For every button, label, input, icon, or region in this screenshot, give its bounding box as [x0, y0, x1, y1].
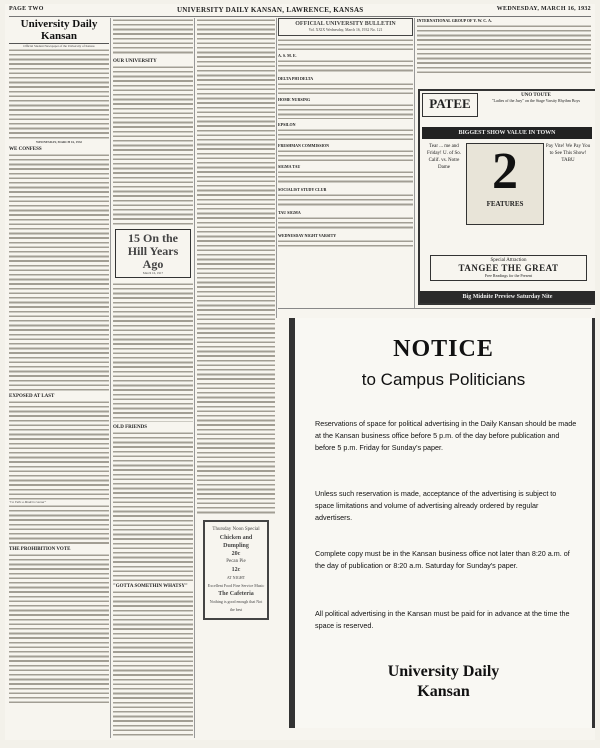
bulletin-item-6-body	[278, 170, 413, 184]
official-bulletin	[278, 18, 413, 278]
folio-page-number: PAGE TWO	[9, 6, 44, 12]
notice-paragraph-1: Reservations of space for political advertising in the Daily Kansan should be made at the Kansan business office before 5 p.m. of the day before publication and before 5 p.m. Friday for Sunday's paper.	[315, 419, 577, 452]
cafeteria-ad-price-1: 20c	[231, 551, 241, 557]
notice-signature-line-2: Kansan	[417, 683, 470, 700]
years-ago-body	[113, 282, 193, 422]
editorial-heading-2: EXPOSED AT LAST	[9, 394, 55, 399]
editorial-heading-1: WE CONFESS	[9, 147, 42, 152]
editorial-body-2	[9, 400, 109, 500]
bulletin-item-5: FRESHMAN COMMISSION	[278, 143, 330, 148]
notice-paragraph-3: Complete copy must be in the Kansan business office not later than 8:20 a.m. of the day of publication or 8:20 a.m. Saturday for Sunday's paper.	[315, 549, 570, 570]
years-ago-date: March 16, 1917	[142, 271, 164, 275]
bulletin-header	[278, 18, 413, 36]
notice-signature	[295, 662, 592, 702]
editorial-body-3	[9, 504, 109, 544]
bulletin-item-2: DELTA PHI DELTA	[278, 76, 314, 81]
patee-uno-title: UNO TOUTE	[521, 93, 551, 98]
section-rule	[278, 308, 591, 309]
notice-signature-line-1: University Daily	[387, 663, 500, 680]
bulletin-item-3: HOME NURSING	[278, 97, 311, 102]
patee-midnite-preview: Big Midnite Preview Saturday Nite	[420, 291, 595, 303]
patee-special-attraction	[430, 255, 587, 281]
column-editorial	[9, 18, 109, 738]
cafeteria-ad-slogan: Nothing is good enough that Not the best	[209, 599, 263, 612]
masthead-title: University Daily Kansan	[9, 18, 109, 44]
notice-paragraph-4: All political advertising in the Kansan must be paid for in advance at the time the space is reserved.	[315, 609, 570, 630]
patee-biggest-show-banner: BIGGEST SHOW VALUE IN TOWN	[422, 127, 592, 139]
page-folio	[9, 6, 591, 17]
bulletin-item-6: SIGMA TAU	[278, 164, 301, 169]
folio-paper-name: UNIVERSITY DAILY KANSAN, LAWRENCE, KANSAS	[176, 6, 364, 14]
editorial-body-1	[9, 153, 109, 391]
staff-listing	[9, 48, 109, 140]
notice-subtitle: to Campus Politicians	[361, 370, 526, 389]
feature-heading-2: OLD FRIENDS	[113, 425, 148, 430]
bulletin-item-4-body	[278, 128, 413, 140]
column-rule	[414, 18, 415, 308]
years-ago-title: 15 On the Hill Years Ago	[127, 231, 179, 271]
ywca-notice	[417, 18, 591, 84]
cafeteria-ad-line-2: Chicken and Dumpling	[219, 535, 253, 549]
patee-number: 2	[492, 143, 518, 200]
editorial-body-4	[9, 553, 109, 703]
cafeteria-ad-line-1: Thursday Noon Special	[212, 527, 260, 532]
feature-body-3	[113, 590, 193, 738]
bulletin-intro	[278, 38, 413, 50]
bulletin-item-8-body	[278, 216, 413, 230]
bulletin-item-5-body	[278, 149, 413, 161]
column-news	[197, 18, 275, 738]
notice-to-politicians	[289, 318, 595, 728]
bulletin-item-9-body	[278, 239, 413, 249]
bulletin-item-2-body	[278, 82, 413, 94]
feature-body-2	[113, 431, 193, 581]
patee-uno-text: "Ladies of the Jury" on the Stage Varsity Rhythm Boys	[491, 98, 581, 103]
bulletin-item-1-body	[278, 59, 413, 73]
cafeteria-ad-tagline: Excellent Food Fine Service Music	[207, 583, 265, 588]
bulletin-item-4: EPSILON	[278, 122, 296, 127]
news-body	[197, 18, 275, 516]
cafeteria-ad-line-4: Pecan Pie	[226, 559, 246, 564]
newspaper-page	[5, 4, 595, 740]
ywca-heading: INTERNATIONAL GROUP OF Y. W. C. A.	[417, 18, 492, 23]
bulletin-item-1: A. S. M. E.	[278, 53, 297, 58]
patee-theater-ad	[418, 89, 595, 305]
feature-heading-1: OUR UNIVERSITY	[113, 59, 157, 64]
notice-title: NOTICE	[393, 336, 494, 362]
notice-paragraph-2: Unless such reservation is made, acceptance of the advertising is subject to space limitations and volume of advertising already ordered by regular advertisers.	[315, 489, 557, 522]
feature-body-0	[113, 18, 193, 56]
bulletin-item-3-body	[278, 103, 413, 119]
column-rule	[110, 18, 111, 738]
ywca-body	[417, 24, 591, 76]
patee-special-sub: Free Readings for the Present	[484, 273, 533, 278]
bulletin-item-9: WEDNESDAY NIGHT VARSITY	[278, 233, 337, 238]
column-rule	[194, 18, 195, 738]
masthead-dateline: WEDNESDAY, MARCH 16, 1932	[35, 140, 83, 144]
patee-stage-show	[482, 93, 590, 103]
cafeteria-ad-night: AT NIGHT	[226, 575, 246, 580]
column-rule	[276, 18, 277, 318]
bulletin-title: OFFICIAL UNIVERSITY BULLETIN	[295, 21, 396, 27]
patee-special-title: TANGEE THE GREAT	[458, 263, 559, 273]
patee-logo: PATEE	[422, 93, 478, 117]
cafeteria-ad	[203, 520, 269, 620]
patee-two-features-graphic	[466, 143, 544, 225]
bulletin-volume: Vol. XXIX Wednesday, March 16, 1932 No. 121	[308, 28, 383, 32]
editorial-quote: "Co Falls a Modern Caesar"	[9, 500, 47, 504]
patee-features-label: FEATURES	[486, 200, 524, 208]
editorial-heading-3: THE PROHIBITION VOTE	[9, 547, 71, 552]
cafeteria-ad-name: The Cafeteria	[218, 591, 254, 597]
bulletin-item-7-body	[278, 193, 413, 207]
patee-left-feature: Tear ... me and Friday! U. of So. Calif. vs. Notre Dame	[426, 144, 462, 170]
feature-heading-3: "GOTTA SOMETHIN WHATSY"	[113, 584, 188, 589]
feature-body-1	[113, 65, 193, 225]
patee-right-feature: Pay Vite! We Pay You to See This Show! TABU	[545, 144, 591, 163]
folio-date: WEDNESDAY, MARCH 16, 1932	[496, 6, 591, 12]
bulletin-item-7: SOCIALIST STUDY CLUB	[278, 187, 327, 192]
column-features	[113, 18, 193, 738]
years-ago-box	[115, 229, 191, 278]
masthead-subtitle: Official Student Newspaper of the University of Kansas	[23, 44, 95, 48]
bulletin-item-8: TAU SIGMA	[278, 210, 301, 215]
patee-special-label: Special Attraction	[490, 258, 527, 263]
cafeteria-ad-price-2: 12c	[231, 567, 241, 573]
